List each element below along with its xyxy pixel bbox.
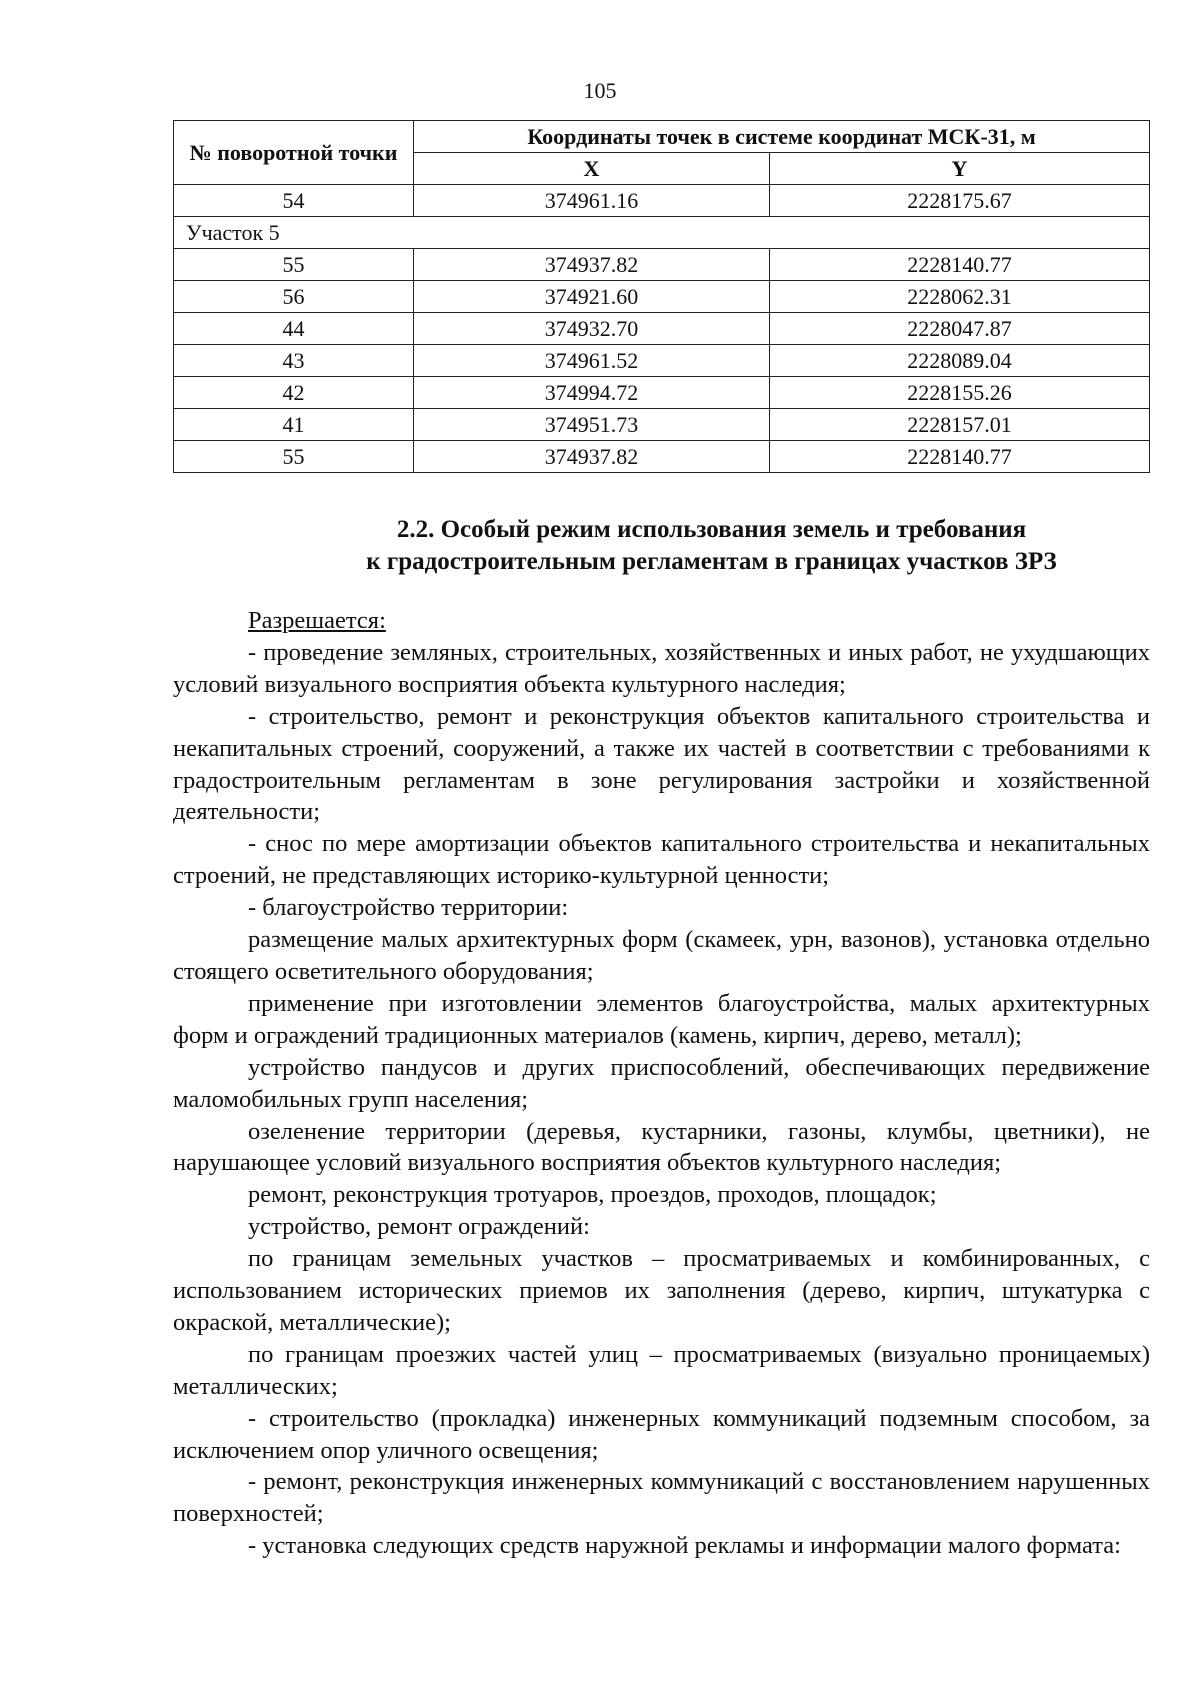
table-row — [174, 185, 1150, 217]
table-row — [174, 409, 1150, 441]
coordinates-table — [173, 120, 1150, 473]
paragraph: - благоустройство территории: — [248, 894, 569, 922]
paragraph: размещение малых архитектурных форм (скамеек, урн, вазонов), установка отдельно стоящего осветительного оборудования; — [173, 926, 1150, 985]
cell-y: 2228140.77 — [770, 249, 1150, 281]
paragraph: устройство, ремонт ограждений: — [248, 1213, 590, 1241]
header-y: Y — [770, 153, 1150, 185]
paragraph: - ремонт, реконструкция инженерных коммуникаций с восстановлением нарушенных поверхностей; — [173, 1468, 1150, 1528]
cell-y: 2228089.04 — [770, 345, 1150, 377]
cell-y: 2228155.26 — [770, 377, 1150, 409]
cell-point-number: 43 — [174, 345, 414, 377]
paragraph: - снос по мере амортизации объектов капитального строительства и некапитальных строений, не представляющих историко-культурной ценности; — [173, 830, 1150, 890]
paragraph: устройство пандусов и других приспособлений, обеспечивающих передвижение маломобильных групп населения; — [173, 1053, 1150, 1113]
cell-point-number: 44 — [174, 313, 414, 345]
cell-point-number: 55 — [174, 249, 414, 281]
header-coordinates-group: Координаты точек в системе координат МСК-31, м — [414, 121, 1150, 153]
paragraph: - установка следующих средств наружной рекламы и информации малого формата: — [248, 1532, 1121, 1560]
lead-paragraph: Разрешается: — [248, 607, 386, 634]
paragraph: - строительство (прокладка) инженерных коммуникаций подземным способом, за исключением опор уличного освещения; — [173, 1404, 1150, 1464]
body-text — [173, 605, 1150, 1562]
paragraph: - проведение земляных, строительных, хозяйственных и иных работ, не ухудшающих условий визуального восприятия объекта культурного наследия; — [173, 638, 1150, 698]
cell-x: 374961.52 — [414, 345, 770, 377]
cell-point-number: 41 — [174, 409, 414, 441]
table-section-row — [174, 217, 1150, 249]
cell-x: 374961.16 — [414, 185, 770, 217]
table-row — [174, 345, 1150, 377]
cell-y: 2228157.01 — [770, 409, 1150, 441]
table-row — [174, 249, 1150, 281]
page-number: 105 — [583, 78, 617, 103]
table-row — [174, 281, 1150, 313]
cell-y: 2228175.67 — [770, 185, 1150, 217]
section-heading — [173, 514, 1150, 578]
cell-point-number: 54 — [174, 185, 414, 217]
header-x: X — [414, 153, 770, 185]
cell-y: 2228047.87 — [770, 313, 1150, 345]
cell-x: 374932.70 — [414, 313, 770, 345]
table-row — [174, 377, 1150, 409]
section-heading-line-1: 2.2. Особый режим использования земель и требования — [396, 516, 1027, 543]
cell-x: 374937.82 — [414, 249, 770, 281]
cell-point-number: 42 — [174, 377, 414, 409]
table-row — [174, 313, 1150, 345]
paragraph: озеленение территории (деревья, кустарники, газоны, клумбы, цветники), не нарушающее условий визуального восприятия объектов культурного наследия; — [173, 1117, 1150, 1177]
paragraph: по границам проезжих частей улиц – просматриваемых (визуально проницаемых) металлических; — [173, 1340, 1150, 1400]
paragraph: ремонт, реконструкция тротуаров, проездов, проходов, площадок; — [248, 1181, 937, 1209]
table-row — [174, 441, 1150, 473]
paragraph: применение при изготовлении элементов благоустройства, малых архитектурных форм и ограждений традиционных материалов (камень, кирпич, дерево, металл); — [173, 989, 1150, 1049]
header-point-number: № поворотной точки — [174, 121, 414, 185]
section-label: Участок 5 — [174, 217, 1150, 249]
section-heading-line-2: к градостроительным регламентам в границах участков ЗРЗ — [366, 548, 1057, 575]
paragraph: - строительство, ремонт и реконструкция объектов капитального строительства и некапитальных строений, сооружений, а также их частей в соответствии с требованиями к градостроительным регламентам в зоне регулирования застройки и хозяйственной деятельности; — [173, 702, 1150, 826]
cell-y: 2228062.31 — [770, 281, 1150, 313]
paragraph: по границам земельных участков – просматриваемых и комбинированных, с использованием исторических приемов их заполнения (дерево, кирпич, штукатурка с окраской, металлические); — [173, 1245, 1150, 1336]
cell-point-number: 55 — [174, 441, 414, 473]
cell-y: 2228140.77 — [770, 441, 1150, 473]
cell-x: 374951.73 — [414, 409, 770, 441]
cell-x: 374937.82 — [414, 441, 770, 473]
cell-point-number: 56 — [174, 281, 414, 313]
cell-x: 374994.72 — [414, 377, 770, 409]
cell-x: 374921.60 — [414, 281, 770, 313]
table-header-row — [174, 121, 1150, 153]
